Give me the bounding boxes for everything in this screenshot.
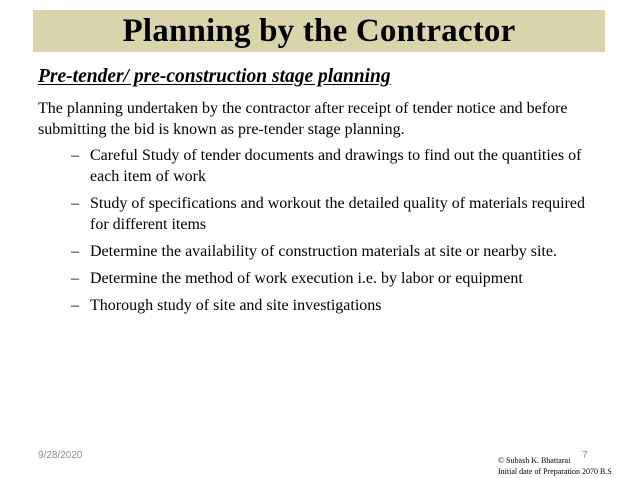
bullet-item — [71, 295, 591, 316]
bullet-item — [71, 145, 591, 187]
bullet-text: Thorough study of site and site investigations — [90, 297, 382, 314]
bullet-list — [71, 145, 591, 322]
bullet-item — [71, 268, 591, 289]
copyright-author: © Subash K. Bhattarai — [498, 456, 571, 465]
bullet-text: Determine the method of work execution i.e. by labor or equipment — [90, 270, 523, 287]
page-number: 7 — [582, 450, 588, 461]
title-banner — [33, 10, 605, 52]
slide-subtitle: Pre-tender/ pre-construction stage planning — [38, 66, 391, 87]
bullet-item — [71, 193, 591, 235]
bullet-text: Careful Study of tender documents and drawings to find out the quantities of each item of work — [90, 147, 582, 185]
intro-paragraph: The planning undertaken by the contractor after receipt of tender notice and before submitting the bid is known as pre-tender stage planning. — [38, 100, 568, 138]
dash-marker: – — [71, 195, 79, 212]
dash-marker: – — [71, 243, 79, 260]
bullet-item — [71, 241, 591, 262]
copyright-notice — [498, 455, 612, 477]
dash-marker: – — [71, 147, 79, 164]
bullet-text: Study of specifications and workout the detailed quality of materials required for different items — [90, 195, 585, 233]
copyright-date: Initial date of Preparation 2070 B.S — [498, 467, 612, 476]
slide-title: Planning by the Contractor — [122, 12, 516, 49]
bullet-text: Determine the availability of construction materials at site or nearby site. — [90, 243, 557, 260]
dash-marker: – — [71, 297, 79, 314]
dash-marker: – — [71, 270, 79, 287]
footer-date: 9/28/2020 — [38, 450, 83, 461]
